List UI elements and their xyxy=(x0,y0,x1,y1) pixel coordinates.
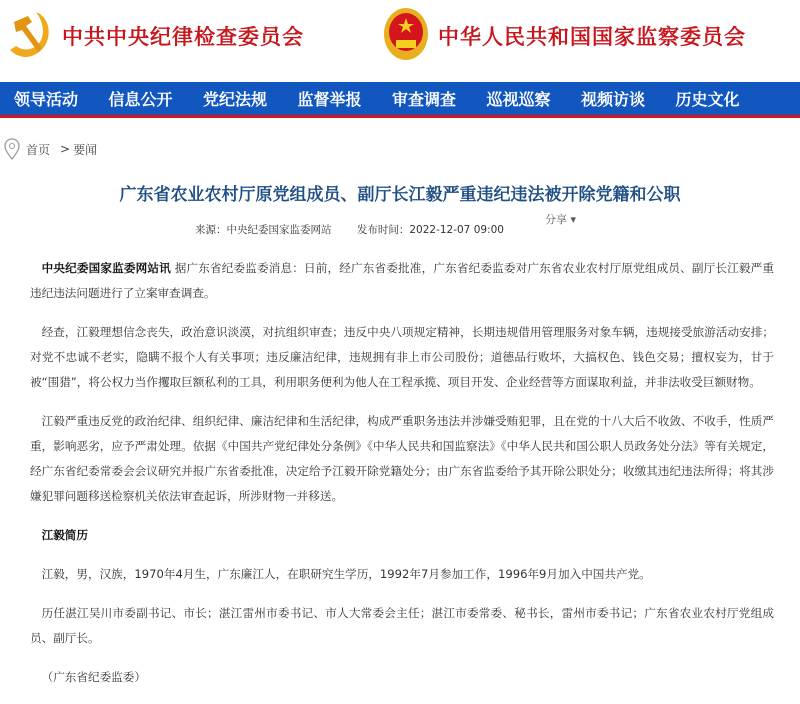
nav-item[interactable]: 监督举报 xyxy=(297,90,362,109)
nav-item[interactable]: 信息公开 xyxy=(108,90,173,109)
article-body xyxy=(30,256,774,704)
site-header xyxy=(0,0,800,82)
ccdi-logo[interactable] xyxy=(6,8,304,64)
nsc-logo[interactable] xyxy=(382,8,746,64)
paragraph: 江毅，男，汉族，1970年4月生，广东廉江人，在职研究生学历，1992年7月参加工作，1996年9月加入中国共产党。 xyxy=(41,567,651,581)
nav-item[interactable]: 党纪法规 xyxy=(203,90,268,109)
article-title: 广东省农业农村厅原党组成员、副厅长江毅严重违纪违法被开除党籍和公职 xyxy=(119,185,681,205)
article-source: 来源：中央纪委国家监委网站 xyxy=(195,224,332,236)
party-emblem-icon xyxy=(6,8,54,64)
lead-source: 中央纪委国家监委网站讯 xyxy=(41,261,171,275)
article-meta xyxy=(195,222,526,237)
nav-item[interactable]: 历史文化 xyxy=(675,90,740,109)
paragraph: 历任湛江吴川市委副书记、市长；湛江雷州市委书记、市人大常委会主任；湛江市委常委、秘书长，雷州市委书记；广东省农业农村厅党组成员、副厅长。 xyxy=(30,606,774,645)
paragraph: 经查，江毅理想信念丧失，政治意识淡漠，对抗组织审查；违反中央八项规定精神，长期违规借用管理服务对象车辆，违规接受旅游活动安排；对党不忠诚不老实，隐瞒不报个人有关事项；违反廉洁纪律，违规拥有非上市公司股份；道德品行败坏，大搞权色、钱色交易；擅权妄为，甘于被“围猎”，将公权力当作攫取巨额私利的工具，利用职务便利为他人在工程承揽、项目开发、企业经营等方面谋取利益，并非法收受巨额财物。 xyxy=(30,325,774,389)
paragraph: 江毅严重违反党的政治纪律、组织纪律、廉洁纪律和生活纪律，构成严重职务违法并涉嫌受贿犯罪，且在党的十八大后不收敛、不收手，性质严重，影响恶劣，应予严肃处理。依据《中国共产党纪律处分条例》《中华人民共和国监察法》《中华人民共和国公职人员政务处分法》等有关规定，经广东省纪委常委会会议研究并报广东省委批准，决定给予江毅开除党籍处分；由广东省监委给予其开除公职处分；收缴其违纪违法所得；将其涉嫌犯罪问题移送检察机关依法审查起诉，所涉财物一并移送。 xyxy=(30,414,774,503)
article-time: 发布时间：2022-12-07 09:00 xyxy=(356,224,504,236)
main-nav xyxy=(0,82,800,118)
breadcrumb-home[interactable]: 首页 xyxy=(26,142,51,157)
article-signature: （广东省纪委监委） xyxy=(41,670,146,684)
breadcrumb-separator: > xyxy=(60,142,71,156)
breadcrumb-current[interactable]: 要闻 xyxy=(73,142,98,157)
nav-item[interactable]: 领导活动 xyxy=(14,90,79,109)
bio-heading xyxy=(30,523,774,548)
ccdi-name: 中共中央纪律检查委员会 xyxy=(62,24,304,49)
share-button[interactable]: 分享 ▾ xyxy=(545,213,577,226)
breadcrumb xyxy=(4,138,97,160)
nav-item[interactable]: 视频访谈 xyxy=(581,90,646,109)
national-emblem-icon xyxy=(382,8,430,64)
paragraph-text: 据广东省纪委监委消息：日前，经广东省委批准，广东省纪委监委对广东省农业农村厅原党组成员、副厅长江毅严重违纪违法问题进行了立案审查调查。 xyxy=(30,261,774,300)
nsc-name: 中华人民共和国国家监察委员会 xyxy=(438,24,746,49)
location-pin-icon xyxy=(4,138,20,160)
nav-item[interactable]: 巡视巡察 xyxy=(486,90,551,109)
bio-heading-text: 江毅简历 xyxy=(41,528,88,542)
nav-item[interactable]: 审查调查 xyxy=(392,90,457,109)
paragraph xyxy=(30,256,774,306)
